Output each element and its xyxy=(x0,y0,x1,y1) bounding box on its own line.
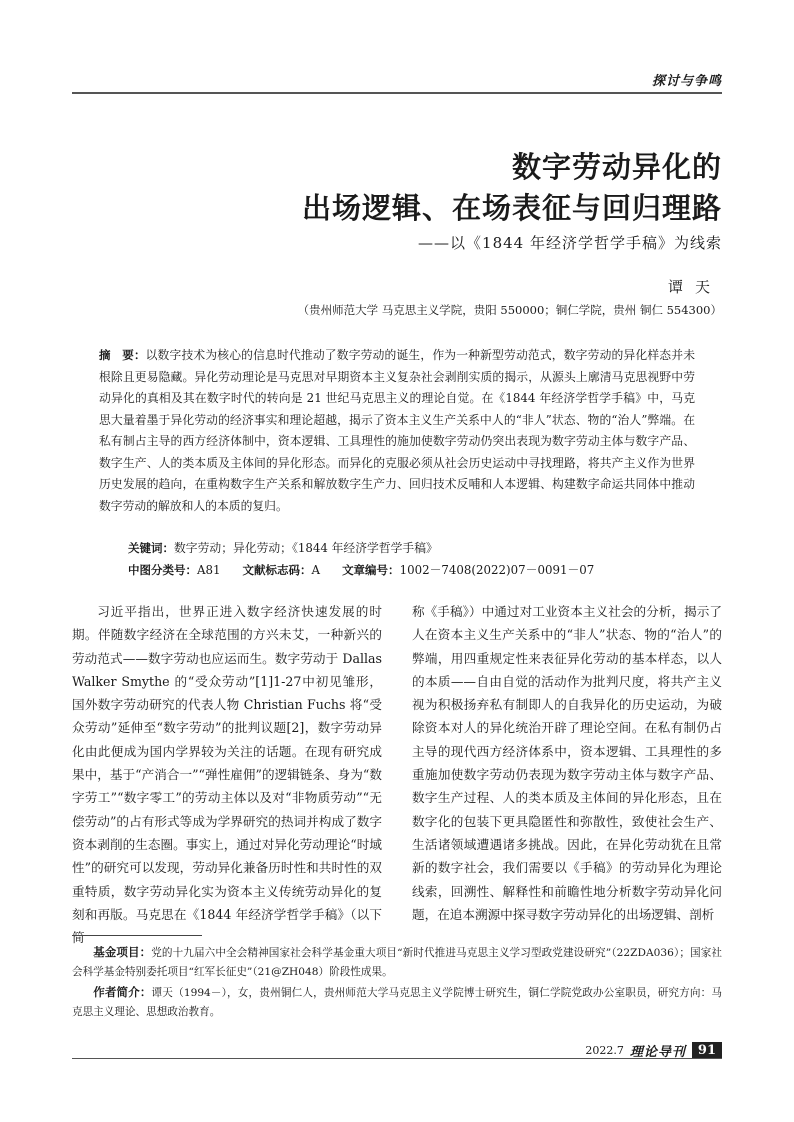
funding-text: 党的十九届六中全会精神国家社会科学基金重大项目“新时代推进马克思主义学习型政党建设研究”（22ZDA036）；国家社会科学基金特别委托项目“红军长征史”（21@ZH048）阶段性成果。 xyxy=(72,947,723,978)
header-rule xyxy=(72,92,722,94)
page-number: 91 xyxy=(692,1042,722,1059)
title-line-1: 数字劳动异化的 xyxy=(511,150,722,184)
keywords-text: 数字劳动；异化劳动；《1844 年经济学哲学手稿》 xyxy=(174,541,438,555)
issue-date: 2022.7 xyxy=(585,1044,624,1057)
section-tag: 探讨与争鸣 xyxy=(651,74,722,89)
abstract-text: 以数字技术为核心的信息时代推动了数字劳动的诞生，作为一种新型劳动范式，数字劳动的异化样态并未根除且更易隐藏。异化劳动理论是马克思对早期资本主义复杂社会剥削实质的揭示，从源头上廓清马克思视野中劳动异化的真相及其在数字时代的转向是 21 世纪马克思主义的理论自觉。在《1844 年经济学哲学手稿》中，马克思大量着墨于异化劳动的经济事实和理论超越，揭示了资本主义生产关系中人的“非人”状态、物的“治人”弊端。在私有制占主导的西方经济体制中，资本逻辑、工具理性的施加使数字劳动仍突出表现为数字劳动主体与数字产品、数字生产、人的类本质及主体间的异化形态。而异化的克服必须从社会历史运动中寻找理路，将共产主义作为世界历史发展的趋向，在重构数字生产关系和解放数字生产力、回归技术反哺和人本逻辑、构建数字命运共同体中推动数字劳动的解放和人的本质的复归。 xyxy=(99,348,695,513)
classification-line xyxy=(128,561,594,578)
subtitle: ——以《1844 年经济学哲学手稿》为线索 xyxy=(418,234,722,252)
abstract-label: 摘 要： xyxy=(99,348,146,362)
doc-code-value: A xyxy=(311,563,321,577)
clc-label: 中图分类号： xyxy=(128,563,197,577)
affiliation: （贵州师范大学 马克思主义学院，贵阳 550000；铜仁学院，贵州 铜仁 554300） xyxy=(297,303,722,317)
author-intro-label: 作者简介： xyxy=(93,985,152,999)
footer-rule xyxy=(72,1058,722,1059)
body-column-left: 习近平指出，世界正进入数字经济快速发展的时期。伴随数字经济在全球范围的方兴未艾，一种新兴的劳动范式——数字劳动也应运而生。数字劳动于 Dallas Walker Smythe 的“受众劳动”[1]1-27中初见雏形，国外数字劳动研究的代表人物 Christian Fuchs 将“受众劳动”延伸至“数字劳动”的批判议题[2]，数字劳动异化由此便成为国内学界较为关注的话题。在现有研究成果中，基于“产消合一”“弹性雇佣”的逻辑链条、身为“数字劳工”“数字零工”的劳动主体以及对“非物质劳动”“无偿劳动”的占有形式等成为学界研究的热词并构成了数字资本剥削的生态圈。事实上，通过对异化劳动理论“时域性”的研究可以发现，劳动异化兼备历时性和共时性的双重特质，数字劳动异化实为资本主义传统劳动异化的复刻和再版。马克思在《1844 年经济学哲学手稿》（以下简 xyxy=(72,604,382,946)
footnote-funding xyxy=(72,943,722,982)
doc-code-label: 文献标志码： xyxy=(242,563,312,577)
title-line-2: 出场逻辑、在场表征与回归理路 xyxy=(301,191,722,225)
abstract xyxy=(99,345,695,517)
author-intro-text: 谭天（1994－），女，贵州铜仁人，贵州师范大学马克思主义学院博士研究生，铜仁学院党政办公室职员，研究方向：马克思主义理论、思想政治教育。 xyxy=(72,987,723,1018)
keywords-label: 关键词： xyxy=(128,541,174,555)
funding-label: 基金项目： xyxy=(93,945,152,959)
body-column-right: 称《手稿》）中通过对工业资本主义社会的分析，揭示了人在资本主义生产关系中的“非人”状态、物的“治人”的弊端，用四重规定性来表征异化劳动的基本样态，以人的本质——自由自觉的活动作为批判尺度，将共产主义视为积极扬弃私有制即人的自我异化的历史运动，为破除资本对人的异化统治开辟了理论空间。在私有制仍占主导的现代西方经济体系中，资本逻辑、工具理性的多重施加使数字劳动仍表现为数字劳动主体与数字产品、数字生产过程、人的类本质及主体间的异化形态，且在数字化的包装下更具隐匿性和弥散性，致使社会生产、生活诸领域遭遇诸多挑战。因此，在异化劳动犹在且常新的数字社会，我们需要以《手稿》的劳动异化为理论线索，回溯性、解释性和前瞻性地分析数字劳动异化问题，在追本溯源中探寻数字劳动异化的出场逻辑、剖析 xyxy=(412,604,722,922)
author-name: 谭天 xyxy=(667,278,722,296)
article-number-label: 文章编号： xyxy=(342,563,400,577)
keywords xyxy=(128,539,438,556)
article-number-value: 1002－7408(2022)07－0091－07 xyxy=(399,563,595,577)
journal-name: 理论导刊 xyxy=(629,1045,686,1060)
clc-value: A81 xyxy=(197,563,221,577)
footnote-rule xyxy=(72,935,202,936)
footnote-author xyxy=(72,983,722,1022)
